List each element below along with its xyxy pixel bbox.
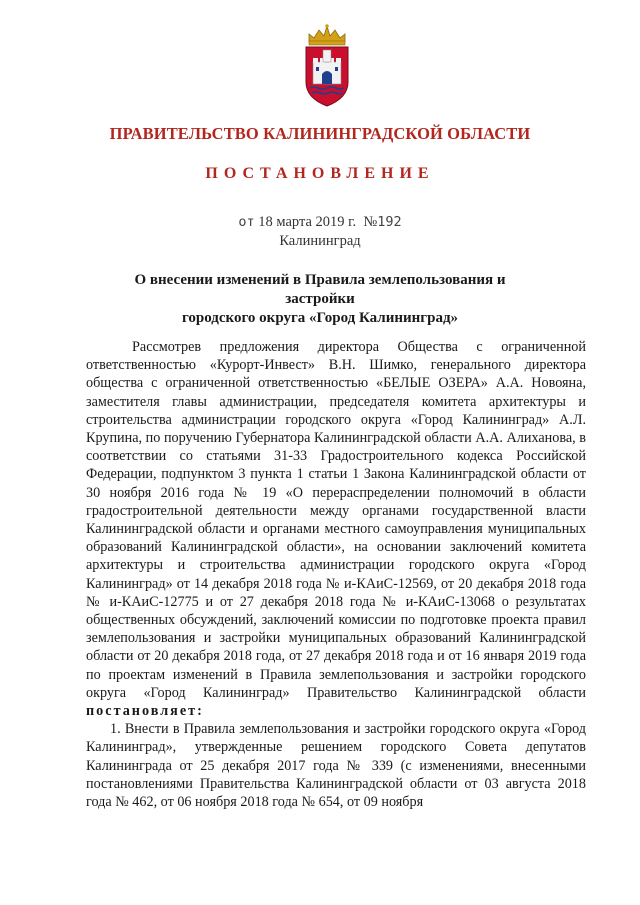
document-title-line-1: О внесении изменений в Правила землепользования и застройки [134, 272, 506, 307]
document-date: 18 марта 2019 г. [258, 214, 357, 230]
document-date-line [0, 214, 640, 231]
date-prefix: от [238, 214, 255, 230]
document-number: 192 [377, 214, 402, 230]
document-city: Калининград [279, 233, 361, 249]
document-title [100, 271, 540, 328]
kaliningrad-coat-of-arms-icon [300, 22, 354, 108]
document-title-line-2: городского округа «Город Калининград» [181, 310, 459, 326]
decree-item-1: 1. Внести в Правила землепользования и застройки городского округа «Город Калининград», утвержденные решением городского Совета депутатов Калининграда от 25 декабря 2017 года № 339 (с изменениями, внесенными постановлениями Правительства Калининградской области от 03 августа 2018 года № 462, от 06 ноября 2018 года № 654, от 09 ноября [86, 721, 586, 811]
document-body [86, 338, 586, 811]
preamble-paragraph [86, 338, 586, 720]
preamble-text: Рассмотрев предложения директора Общества с ограниченной ответственностью «Курорт-Инвест» В.Н. Шимко, генерального директора общества с ограниченной ответственностью «БЕЛЫЕ ОЗЕРА» А.А. Новояна, заместителя главы администрации, председателя комитета архитектуры и строительства администрации городского округа «Город Калининград» А.Л. Крупина, по поручению Губернатора Калининградской области А.А. Алиханова, в соответствии со статьями 31-33 Градостроительного кодекса Российской Федерации, подпунктом 3 пункта 1 статьи 1 Закона Калининградской области от 30 ноября 2016 года № 19 «О перераспределении полномочий в области градостроительной деятельности между органами государственной власти Калининградской области и органами местного самоуправления муниципальных образований Калининградской области», на основании заключений комитета архитектуры и строительства администрации городского округа «Город Калининград» от 14 декабря 2018 года № и-КАиС-12569, от 20 декабря 2018 года № и-КАиС-12775 и от 27 декабря 2018 года № и-КАиС-13068 о результатах общественных обсуждений, заключений комиссии по подготовке проекта правил землепользования и застройки муниципальных образований Калининградской области от 20 декабря 2018 года, от 27 декабря 2018 года и от 16 января 2019 года по проектам изменений в Правила землепользования и застройки городского округа «Город Калининград» Правительство Калининградской области [86, 339, 586, 701]
decree-word: постановляет: [86, 703, 204, 720]
government-title: ПРАВИТЕЛЬСТВО КАЛИНИНГРАДСКОЙ ОБЛАСТИ [109, 124, 531, 143]
number-label: № [363, 214, 378, 230]
document-type: ПОСТАНОВЛЕНИЕ [205, 165, 435, 182]
